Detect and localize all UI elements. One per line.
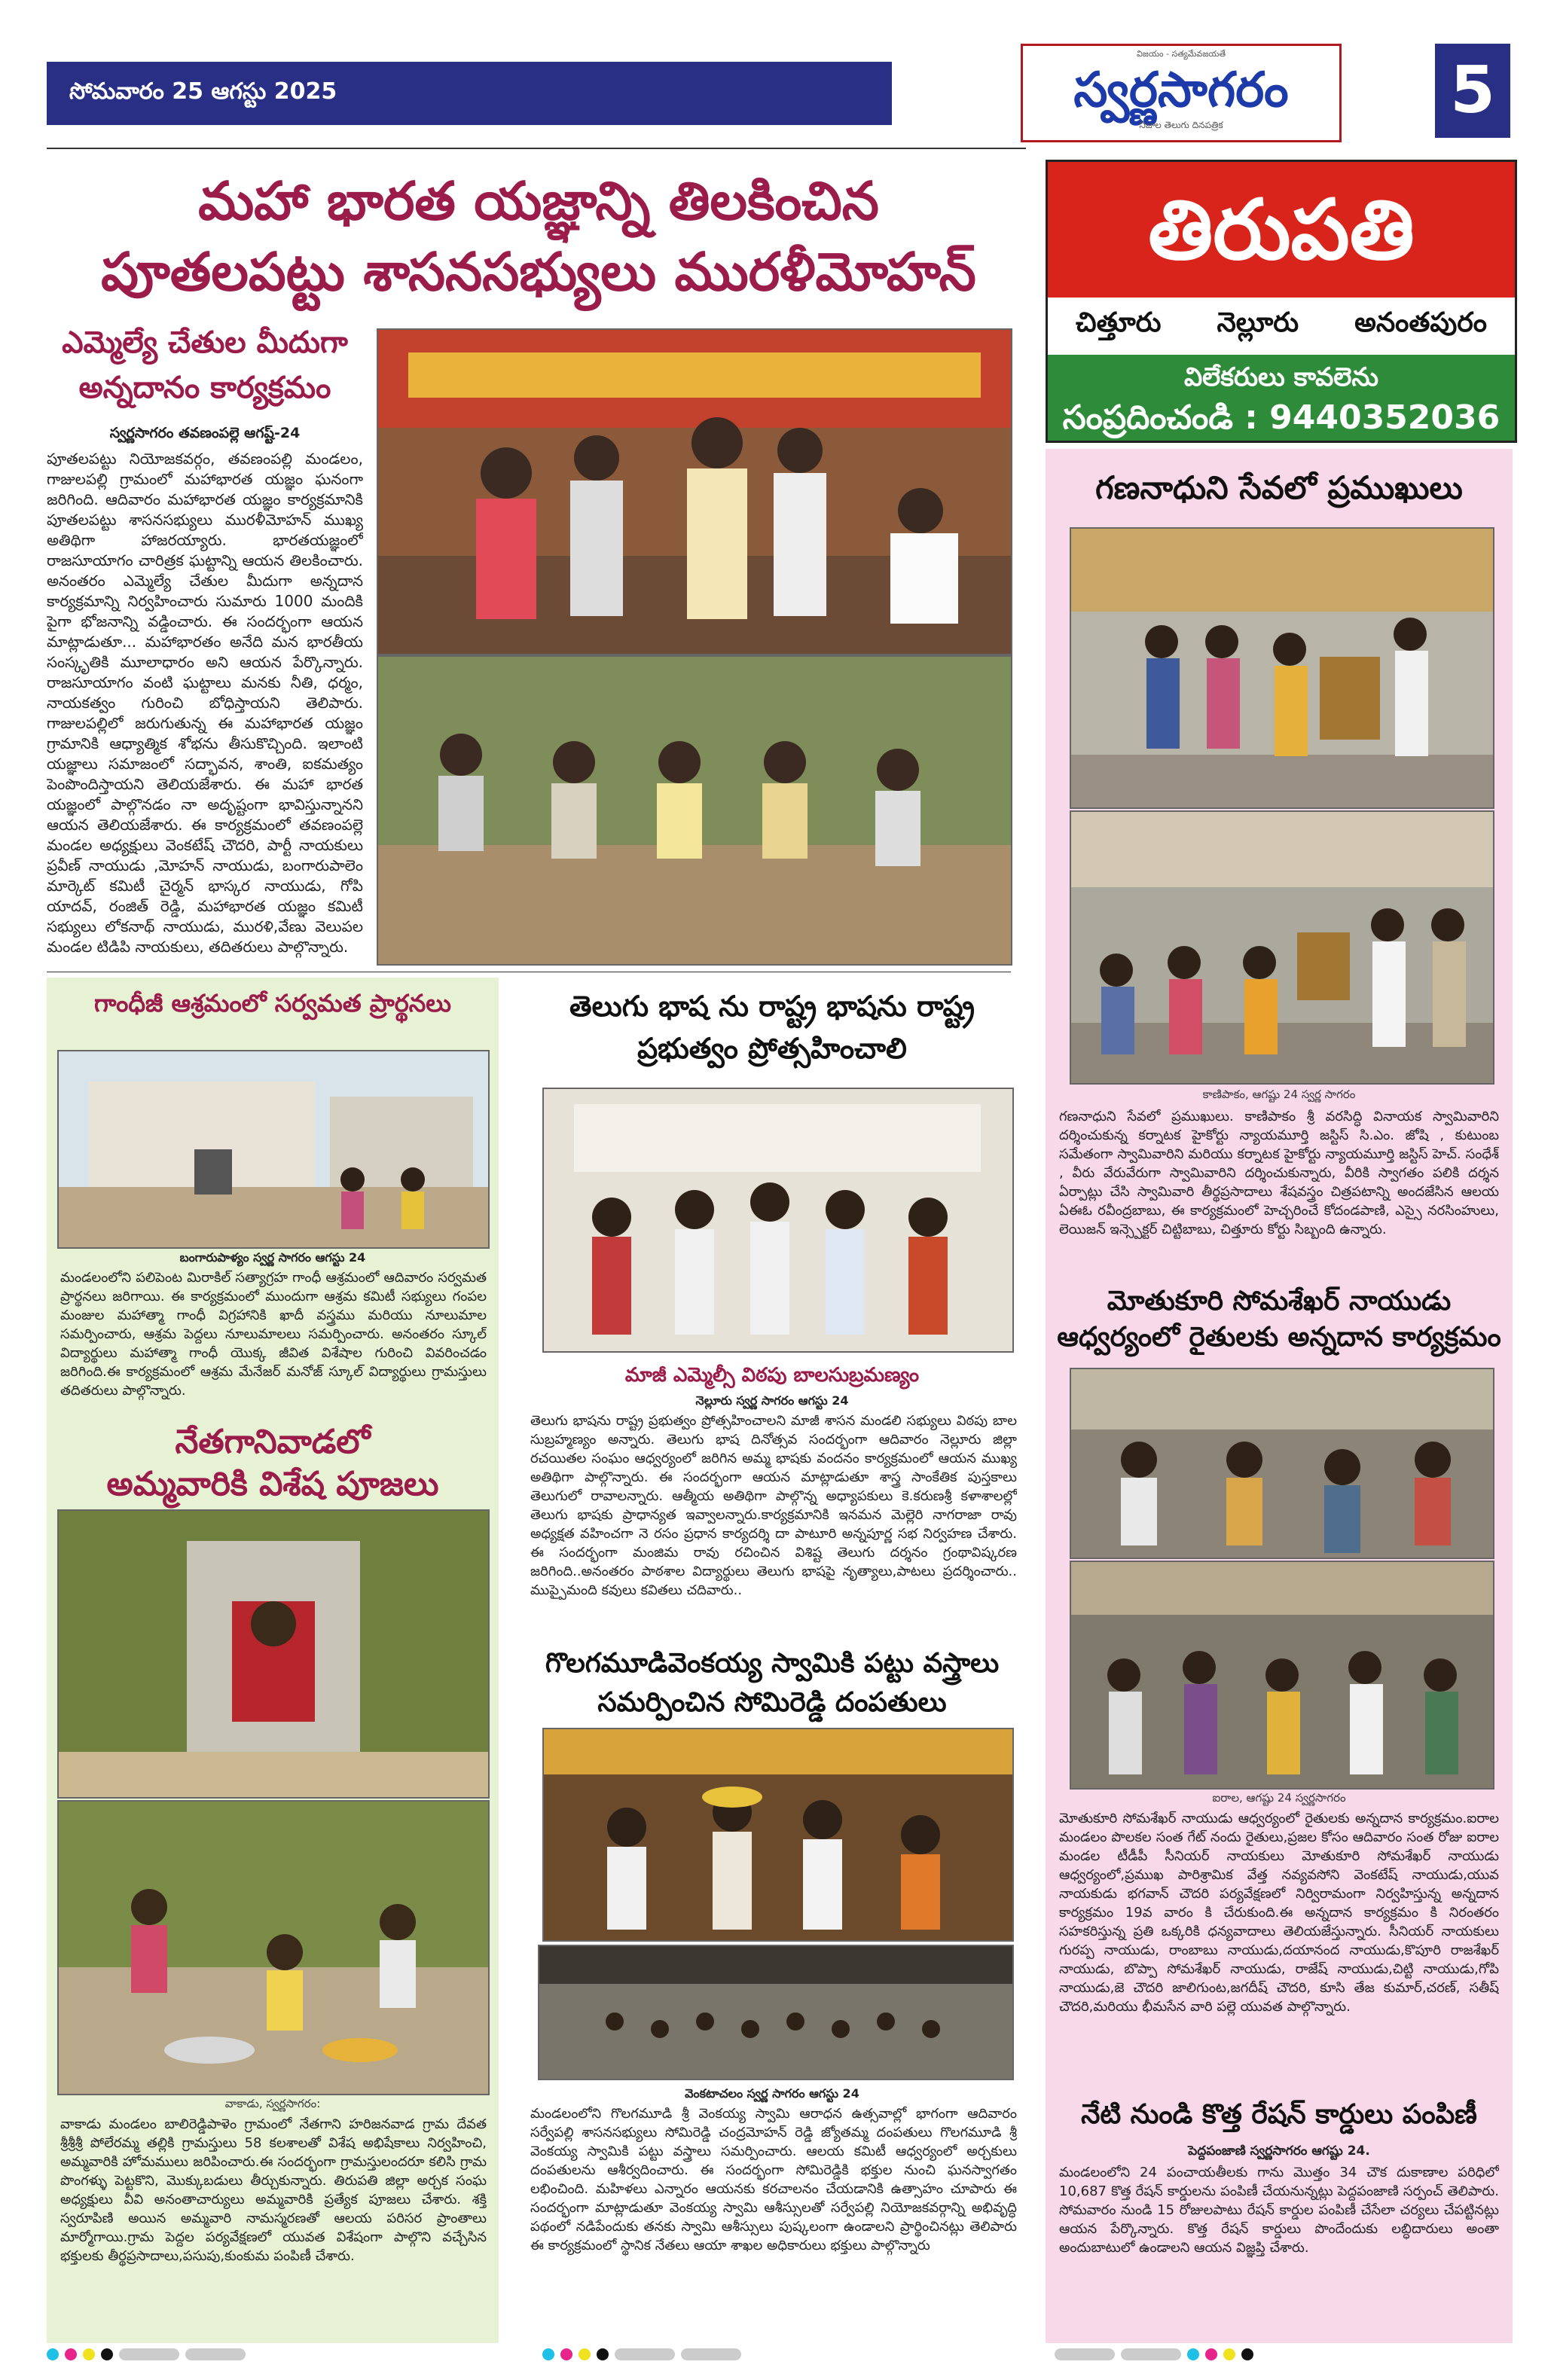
story1-headline-line1: మహా భారత యజ్ఞాన్ని తిలకించిన — [198, 170, 879, 232]
photo-illustration — [1071, 812, 1493, 1083]
header-rule — [47, 148, 1026, 149]
black-dot — [101, 2348, 113, 2360]
telugu-photo — [542, 1088, 1014, 1353]
ad-contact — [1048, 355, 1515, 441]
netaganiwada-body: వాకాడు మండలం బాలిరెడ్డిపాళెం గ్రామంలో నేతగాని హరిజనవాడ గ్రామ దేవత శ్రీశ్రీశ్రీ పోలేరమ్మ తల్లికి గ్రామస్తులు 58 కలశాలతో విశేష అభిషేకాలు నిర్వహించి, అమ్మవారికి హోమములు జరిపించారు.ఈ సందర్భంగా గ్రామస్తులందరూ కలిసి గ్రామ పొంగళ్ళు పెట్టకొని, మొక్కుబడులు తీర్చుకున్నారు. తిరుపతి జిల్లా అర్చక సంఘ అధ్యక్షులు వీవి అనంతాచార్యులు అమ్మవారికి ప్రత్యేక పూజలు చేశారు. శక్తి స్వరూపిణి అయిన అమ్మవారి నామస్మరణతో ఆలయ పరిసర ప్రాంతాలు మార్మోగాయి.గ్రామ పెద్దల పర్యవేక్షణలో యువత విశేషంగా పాల్గొని వచ్చేసిన భక్తులకు తీర్థప్రసాదాలు,పసుపు,కుంకుమ పంపిణీ చేశారు. — [60, 2116, 487, 2264]
grey-bar — [615, 2348, 675, 2360]
ration-headline: నేటి నుండి కొత్త రేషన్ కార్డులు పంపిణీ — [1081, 2099, 1477, 2130]
story1-dateline: స్వర్ణసాగరం తవణంపల్లె ఆగష్ట్-24 — [109, 425, 301, 441]
ad-title: తిరుపతి — [1048, 162, 1515, 298]
ad-reporters-wanted — [1046, 160, 1517, 443]
mothukuri-body: మోతుకూరి సోమశేఖర్ నాయుడు ఆధ్వర్యంలో రైతులకు అన్నదాన కార్యక్రమం.ఐరాల మండలం పొలకల సంత గేట్ నందు రైతులు,ప్రజల కోసం ఆదివారం సంత రోజు ఐరాల మండల టీడీపీ సీనియర్ నాయకులు మోతుకూరి సోమశేఖర్ నాయుడు ఆధ్వర్యంలో,ప్రముఖ పారిశ్రామిక వేత్త నవ్యవసోని వెంకటేష్ నాయుడు,యువ నాయకుడు భగవాన్ చౌదరి పర్యవేక్షణలో నిర్విరామంగా నిర్వహిస్తున్న అన్నదాన కార్యక్రమం 19వ వారం కి చేరుకుంది.ఈ అన్నదాన కార్యక్రమం కి నిరంతరం సహకరిస్తున్న ప్రతి ఒక్కరికి ధన్యవాదాలు తెలియజేస్తున్నారు. సీనియర్ నాయకులు గురప్ప నాయుడు, రాంబాబు నాయుడు,దయానంద నాయుడు,కొపూరి రాజశేఖర్ నాయుడు, బొప్పా సోమశేఖర్ నాయుడు, రాజేష్ నాయుడు,చిట్టి నాయుడు,గోపి నాయుడు,జె చౌదరి జాలిగుంట,జగదీష్ చౌదరి, కూసి తేజ కుమార్,చరణ్, సతీష్ చౌదరి,మరియు భీమసేన వారి పల్లె యువత పాల్గొన్నారు. — [1059, 1811, 1499, 2015]
ad-district-2: నెల్లూరు — [1217, 307, 1299, 338]
story1-subhead-2: అన్నదానం కార్యక్రమం — [78, 371, 331, 405]
telugu-body: తెలుగు భాషను రాష్ట్ర ప్రభుత్వం ప్రోత్సహించాలని మాజీ శాసన మండలి సభ్యులు విఠపు బాల సుబ్రహ్మణ్యం అన్నారు. తెలుగు భాష దినోత్సవ సందర్భంగా ఆదివారం నెల్లూరు జిల్లా రచయితల సంఘం ఆధ్వర్యంలో జరిగిన అమ్మ భాషకు వందనం కార్యక్రమంలో ఆయన ముఖ్య అతిథిగా పాల్గొన్నారు. ఈ సందర్భంగా ఆయన మాట్లాడుతూ శాస్త్ర సాంకేతిక పుస్తకాలు తెలుగులో రావాలన్నారు. ఆత్మీయ అతిథిగా పాల్గొన్న అధ్యాపకులు కె.కరుణశ్రీ కళాశాలల్లో తెలుగు భాషకు ప్రాధాన్యత ఇవ్వాలన్నారు.కార్యక్రమానికి ఇనమన మెల్లెరి నాగరాజా రావు అధ్యక్షత వహించగా నె రసం ప్రధాన కార్యదర్శి దా పాటూరి అన్నపూర్ణ సభ నిర్వహణ చేశారు. ఈ సందర్భంగా మంజిమ రావు రచించిన విశిష్ట తెలుగు దర్శనం గ్రంథావిష్కరణ జరిగింది..అనంతరం పాఠశాల విద్యార్థులు తెలుగు భాషపై నృత్యాలు,పాటలు ప్రదర్శించారు.. ముప్పైమంది కవులు కవితలు చదివారు.. — [530, 1413, 1017, 1598]
golagamudi-body: మండలంలోని గొలగమూడి శ్రీ వెంకయ్య స్వామి ఆరాధన ఉత్సవాల్లో భాగంగా ఆదివారం సర్వేపల్లి శాసనసభ్యులు సోమిరెడ్డి చంద్రమోహన్ రెడ్డి జ్యోతమ్మ దంపతులు గొలగమూడి శ్రీ వెంకయ్య స్వామికి పట్టు వస్త్రాలు సమర్పించారు. ఆలయ కమిటీ ఆధ్వర్యంలో అర్చకులు దంపతులను ఆశీర్వదించారు. ఈ సందర్భంగా సోమిరెడ్డికి భక్తుల నుంచి ఘనస్వాగతం లభించింది. మహిళలు ఎన్నారం ఆయనకు కరచాలనం చేయడానికి ఉత్సాహం చూపారు ఈ సందర్భంగా మాట్లాడుతూ వెంకయ్య స్వామి ఆశీస్సులతో సర్వేపల్లి నియోజకవర్గాన్ని అభివృద్ధి పథంలో నడిపేందుకు తనకు స్వామి ఆశీస్సులు పుష్కలంగా ఉండాలని ప్రార్థించినట్లు తెలిపారు ఈ కార్యక్రమంలో స్థానిక నేతలు ఆయా శాఖల అధికారులు భక్తులు పాల్గొన్నారు — [530, 2106, 1017, 2253]
story1-subhead-1: ఎమ్మెల్యే చేతుల మీదుగా — [62, 325, 348, 360]
golagamudi-photo-1 — [542, 1728, 1014, 1942]
photo-illustration — [59, 1511, 488, 1797]
gandhi-dateline: బంగారుపాళ్యం స్వర్ణ సాగరం ఆగస్టు 24 — [179, 1250, 366, 1265]
cyan-dot — [47, 2348, 59, 2360]
cyan-dot — [542, 2348, 554, 2360]
photo-illustration — [539, 1946, 1012, 2079]
golagamudi-photo-2 — [538, 1945, 1014, 2080]
netaganiwada-headline-line2: అమ్మవారికి విశేష పూజలు — [106, 1465, 439, 1503]
magenta-dot — [65, 2348, 77, 2360]
yellow-dot — [1223, 2348, 1235, 2360]
black-dot — [1241, 2348, 1253, 2360]
netaganiwada-headline-line1: నేతగానివాడలో — [175, 1423, 371, 1461]
yellow-dot — [83, 2348, 95, 2360]
photo-illustration — [544, 1729, 1012, 1940]
golagamudi-headline-line2: సమర్పించిన సోమిరెడ్డి దంపతులు — [597, 1687, 947, 1718]
date-bar — [47, 62, 892, 125]
registration-marks-center — [542, 2348, 741, 2360]
ganesh-body: గణనాధుని సేవలో ప్రముఖులు. కాణిపాకం శ్రీ వరసిద్ధి వినాయక స్వామివారిని దర్శించుకున్న కర్నాటక హైకోర్టు న్యాయమూర్తి జస్టిస్ సి.ఎం. జోషి , కుటుంబ సమేతంగా స్వామివారిని మరియు కర్నాటక హైకోర్టు న్యాయమూర్తి జస్టిస్ హెచ్. సంధేశ్ , వీరు వేరువేరుగా స్వామివారిని దర్శించుకున్నారు, వీరికి స్వాగతం పలికి దర్శన ఏర్పాట్లు చేసి స్వామివారి తీర్థప్రసాదాలు శేషవస్త్రం చిత్రపటాన్ని అందజేసిన ఆలయ ఏఈఓ రవీంద్రబాబు, ఈ కార్యక్రమంలో హెచ్చరించే కోదండపాణి, ఎస్సై నరసింహులు, లెయిజన్ ఇన్స్పెక్టర్ చిట్టిబాబు, చిత్తూరు కోర్టు సిబ్బంది ఉన్నారు. — [1059, 1109, 1499, 1237]
telugu-headline-line2: ప్రభుత్వం ప్రోత్సహించాలి — [637, 1032, 907, 1065]
ad-districts — [1048, 298, 1515, 355]
grey-bar — [1121, 2348, 1181, 2360]
registration-marks-right — [1055, 2348, 1253, 2360]
mothukuri-caption: ఐరాల, ఆగష్టు 24 స్వర్ణసాగరం — [1212, 1791, 1346, 1805]
yellow-dot — [579, 2348, 591, 2360]
netaganiwada-caption: వాకాడు, స్వర్ణసాగరం: — [224, 2097, 321, 2110]
gandhi-photo — [57, 1050, 490, 1249]
ad-district-3: అనంతపురం — [1354, 307, 1487, 338]
gandhi-headline: గాంధీజీ ఆశ్రమంలో సర్వమత ప్రార్థనలు — [94, 989, 451, 1018]
magenta-dot — [1205, 2348, 1217, 2360]
netaganiwada-photo-1 — [57, 1509, 490, 1799]
grey-bar — [681, 2348, 741, 2360]
story1-headline-line2: పూతలపట్టు శాసనసభ్యులు మురళీమోహన్ — [101, 241, 976, 303]
photo-illustration — [1071, 1562, 1493, 1788]
ad-line-1: విలేకరులు కావలెను — [1184, 362, 1378, 392]
masthead-top-line: విజయం - సత్యమేవజయతే — [1136, 49, 1226, 59]
photo-illustration — [378, 657, 1011, 964]
photo-illustration — [59, 1802, 488, 2094]
masthead-tagline: నిజాల తెలుగు దినపత్రిక — [1139, 120, 1223, 130]
story1-body: పూతలపట్టు నియోజకవర్గం, తవణంపల్లి మండలం, గాజులపల్లి గ్రామంలో మహాభారత యజ్ఞం ఘనంగా జరిగింది. ఆదివారం మహాభారత యజ్ఞం కార్యక్రమానికి పూతలపట్టు శాసనసభ్యులు మురళీమోహన్ ముఖ్య అతిథిగా హాజరయ్యారు. భారతయజ్ఞంలో రాజసూయాగం చారిత్రక ఘట్టాన్ని ఆయన తిలకించారు. అనంతరం ఎమ్మెల్యే చేతుల మీదుగా అన్నదాన కార్యక్రమాన్ని నిర్వహించారు సుమారు 1000 మందికి పైగా భోజనాన్ని వడ్డించారు. ఈ సందర్భంగా ఆయన మాట్లాడుతూ... మహాభారతం అనేది మన భారతీయ సంస్కృతికి మూలాధారం అని ఆయన పేర్కొన్నారు. రాజసూయాగం వంటి ఘట్టాలు మనకు నీతి, ధర్మం, నాయకత్వం గురించి బోధిస్తాయని తెలిపారు. గాజులపల్లిలో జరుగుతున్న ఈ మహాభారత యజ్ఞం గ్రామానికి ఆధ్యాత్మిక శోభను తీసుకొచ్చింది. ఇలాంటి యజ్ఞాలు సమాజంలో సద్భావన, శాంతి, ఐకమత్యం పెంపొందిస్తాయని తెలియజేశారు. ఈ మహా భారత యజ్ఞంలో పాల్గొనడం నా అదృష్టంగా భావిస్తున్నానని ఆయన తెలియజేశారు. ఈ కార్యక్రమంలో తవణంపల్లె మండల అధ్యక్షులు వెంకటేష్ చౌదరి, పార్టీ నాయకులు ప్రవీణ్ నాయుడు ,మోహన్ నాయుడు, బంగారుపాలెం మార్కెట్ కమిటీ చైర్మన్ భాస్కర నాయుడు, గోపి యాదవ్, రంజిత్ రెడ్డి, మహాభారత యజ్ఞం కమిటీ సభ్యులు లోకనాథ్ నాయుడు, మురళి,వేణు వెలుపల మండల టిడిపి నాయకులు, తదితరులు పాల్గొన్నారు. — [47, 450, 363, 956]
telugu-subhead: మాజీ ఎమ్మెల్సీ విఠపు బాలసుబ్రమణ్యం — [624, 1364, 920, 1387]
ad-line-2: సంప్రదించండి : 9440352036 — [1062, 398, 1501, 437]
ration-dateline: పెద్దపంజాణి స్వర్ణసాగరం ఆగష్టు 24. — [1188, 2144, 1370, 2159]
issue-date: సోమవారం 25 ఆగస్టు 2025 — [69, 78, 337, 105]
grey-bar — [185, 2348, 246, 2360]
photo-illustration — [1071, 1369, 1493, 1558]
mothukuri-photo-2 — [1070, 1561, 1494, 1790]
golagamudi-dateline: వెంకటాచలం స్వర్ణ సాగరం ఆగస్టు 24 — [685, 2086, 859, 2101]
black-dot — [597, 2348, 609, 2360]
photo-illustration — [1071, 529, 1493, 807]
registration-marks-left — [47, 2348, 246, 2360]
story1-photo-speech — [377, 328, 1012, 655]
photo-illustration — [59, 1051, 488, 1247]
mothukuri-headline-line2: ఆధ్వర్యంలో రైతులకు అన్నదాన కార్యక్రమం — [1057, 1322, 1501, 1353]
netaganiwada-photo-2 — [57, 1800, 490, 2095]
story1-photo-audience — [377, 655, 1012, 966]
mothukuri-photo-1 — [1070, 1368, 1494, 1559]
magenta-dot — [560, 2348, 572, 2360]
telugu-headline-line1: తెలుగు భాష ను రాష్ట్ర భాషను రాష్ట్ర — [569, 990, 975, 1023]
gandhi-body: మండలంలోని పలిపెంట మిరాకిల్ సత్యాగ్రహ గాంధీ ఆశ్రమంలో ఆదివారం సర్వమత ప్రార్థనలు జరిగాయి. ఈ కార్యక్రమంలో ముందుగా ఆశ్రమ కమిటీ సభ్యులు గంపల మంజుల మహాత్మా గాంధీ విగ్రహానికి ఖాదీ వస్త్రము మరియు నూలుమాల సమర్పించారు, ఆశ్రమ పెద్దలు నూలుమాలలు సమర్పించారు. అనంతరం స్కూల్ విద్యార్థులు మహాత్మా గాంధీ యొక్క జీవిత విశేషాల గురించి వివరించడం జరిగింది.ఈ కార్యక్రమంలో ఆశ్రమ మేనేజర్ మనోజ్ స్కూల్ విద్యార్థులు గ్రామస్తులు తదితరులు పాల్గొన్నారు. — [60, 1270, 487, 1399]
photo-illustration — [378, 330, 1011, 654]
ganesh-photo-1 — [1070, 527, 1494, 809]
ganesh-headline: గణనాధుని సేవలో ప్రముఖులు — [1095, 469, 1463, 506]
ganesh-photo-2 — [1070, 810, 1494, 1085]
mothukuri-headline-line1: మోతుకూరి సోమశేఖర్ నాయుడు — [1107, 1286, 1452, 1317]
ad-district-1: చిత్తూరు — [1076, 307, 1162, 338]
masthead — [1021, 44, 1342, 142]
grey-bar — [119, 2348, 179, 2360]
golagamudi-headline-line1: గొలగమూడివెంకయ్య స్వామికి పట్టు వస్త్రాలు — [545, 1648, 1000, 1679]
masthead-name: స్వర్ణసాగరం — [1073, 63, 1289, 118]
grey-bar — [1055, 2348, 1115, 2360]
page-number: 5 — [1435, 44, 1510, 138]
ration-body: మండలంలోని 24 పంచాయతీలకు గాను మొత్తం 34 చౌక దుకాణాల పరిధిలో 10,687 కొత్త రేషన్ కార్డులను పంపిణీ చేయనున్నట్లు పెద్దపంజాణి సర్పంచ్ తెలిపారు. సోమవారం నుండి 15 రోజులపాటు రేషన్ కార్డుల పంపిణీ చేసేలా చర్యలు చేపట్టినట్లు ఆయన పేర్కొన్నారు. కొత్త రేషన్ కార్డులు పొందేందుకు లబ్ధిదారులు అంతా అందుబాటులో ఉండాలని ఆయన విజ్ఞప్తి చేశారు. — [1059, 2165, 1499, 2256]
photo-illustration — [544, 1089, 1012, 1351]
telugu-dateline: నెల్లూరు స్వర్ణ సాగరం ఆగస్టు 24 — [695, 1393, 849, 1408]
ganesh-caption: కాణిపాకం, ఆగష్టు 24 స్వర్ణ సాగరం — [1202, 1088, 1356, 1101]
cyan-dot — [1187, 2348, 1199, 2360]
